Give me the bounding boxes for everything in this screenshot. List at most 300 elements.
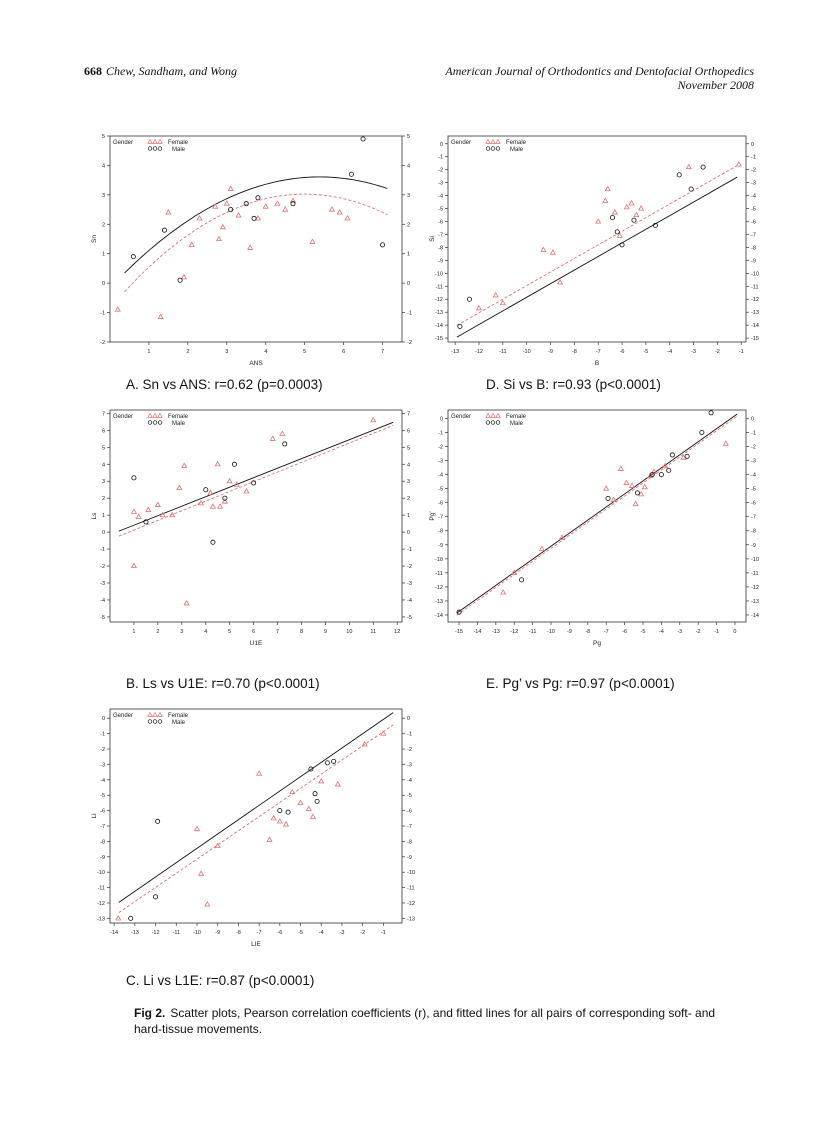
data-point-male [659, 472, 663, 476]
data-point-female [330, 207, 335, 211]
y-tick-label: -4 [438, 193, 443, 200]
data-point-female [477, 306, 482, 310]
data-point-male [458, 324, 462, 328]
data-point-male [677, 173, 681, 177]
legend-male-marker [158, 421, 162, 425]
data-point-male [153, 895, 157, 899]
x-tick-label: -11 [172, 930, 181, 936]
data-point-male [313, 792, 317, 796]
y-tick-label-right: -4 [407, 777, 412, 784]
x-tick-label: 6 [252, 629, 256, 635]
y-tick-label-right: -14 [751, 612, 759, 619]
x-tick-label: -13 [130, 930, 139, 936]
plot-panel-d [430, 128, 760, 370]
x-tick-label: 0 [733, 629, 737, 635]
x-tick-label: 3 [225, 349, 229, 355]
y-tick-label-right: -4 [407, 597, 412, 604]
y-tick-label: -1 [438, 430, 443, 437]
data-point-female [493, 293, 498, 297]
page-number: 668 [84, 64, 102, 78]
data-point-female [310, 239, 315, 243]
y-tick-label-right: -13 [751, 598, 759, 605]
data-point-female [642, 485, 647, 489]
x-tick-label: -7 [256, 930, 262, 936]
x-tick-label: -2 [360, 930, 366, 936]
x-tick-label: 6 [342, 349, 346, 355]
data-point-female [604, 486, 609, 490]
data-point-female [539, 546, 544, 550]
data-point-female [158, 314, 163, 318]
data-point-male [606, 496, 610, 500]
fit-line-female [457, 166, 737, 326]
y-tick-label-right: -3 [407, 762, 412, 769]
legend-female-marker [148, 140, 152, 144]
x-tick-label: -5 [640, 629, 646, 635]
y-tick-label-right: -5 [407, 614, 412, 621]
x-tick-label: 9 [323, 629, 327, 635]
legend-male-label: Male [172, 147, 186, 153]
data-point-female [284, 822, 289, 826]
y-tick-label-right: -13 [407, 916, 415, 923]
x-tick-label: -11 [499, 349, 507, 355]
fit-line-male [457, 414, 737, 613]
data-point-male [131, 255, 135, 259]
data-point-female [319, 779, 324, 783]
x-tick-label: -6 [619, 349, 625, 355]
legend-male-marker [491, 421, 495, 425]
data-point-female [227, 479, 232, 483]
y-tick-label-right: -7 [407, 824, 412, 831]
issue-date: November 2008 [677, 78, 754, 92]
y-tick-label-right: -13 [751, 310, 759, 317]
data-point-male [709, 411, 713, 415]
y-tick-label: -3 [438, 458, 443, 465]
legend-male-marker [153, 421, 157, 425]
figure-caption [134, 1005, 734, 1037]
data-point-female [155, 502, 160, 506]
data-point-female [280, 431, 285, 435]
data-point-female [205, 902, 210, 906]
data-point-female [611, 497, 616, 501]
data-point-male [467, 297, 471, 301]
x-tick-label: -8 [585, 629, 591, 635]
y-tick-label: -10 [435, 271, 443, 278]
data-point-female [335, 782, 340, 786]
legend-female-label: Female [168, 140, 189, 146]
y-tick-label-right: -2 [407, 340, 412, 346]
y-tick-label: -6 [438, 219, 443, 226]
legend-female-marker [491, 140, 495, 144]
y-tick-label: -13 [97, 916, 105, 923]
x-axis-label: Pg [593, 640, 601, 647]
y-axis-label: Pg' [429, 511, 436, 521]
y-tick-label-right: -6 [407, 808, 412, 815]
y-tick-label-right: -8 [751, 528, 756, 535]
y-tick-label: 2 [101, 222, 105, 229]
x-tick-label: -12 [151, 930, 160, 936]
y-tick-label-right: -10 [407, 870, 415, 877]
y-tick-label-right: 4 [407, 163, 411, 170]
y-tick-label: -9 [438, 258, 443, 265]
y-tick-label: -14 [435, 323, 443, 330]
legend-female-label: Female [168, 713, 189, 719]
y-axis-label: Si [429, 236, 436, 242]
plot-panel-b [92, 402, 416, 650]
legend-male-marker [148, 720, 152, 724]
data-point-female [634, 212, 639, 216]
y-tick-label: -7 [100, 824, 105, 831]
y-tick-label: -4 [100, 777, 105, 784]
x-tick-label: 4 [264, 349, 268, 355]
data-point-female [213, 204, 218, 208]
y-tick-label-right: -12 [751, 297, 759, 304]
y-tick-label: 4 [101, 462, 105, 469]
legend-male-marker [148, 147, 152, 151]
y-axis-label: Sn [91, 235, 98, 243]
x-tick-label: -8 [571, 349, 577, 355]
y-tick-label-right: 2 [407, 222, 411, 229]
legend-male-marker [486, 421, 490, 425]
fit-line-female [119, 725, 393, 913]
y-tick-label-right: 2 [407, 496, 411, 503]
y-tick-label: -1 [100, 547, 105, 554]
x-tick-label: 1 [132, 629, 136, 635]
data-point-female [629, 201, 634, 205]
y-tick-label: -1 [100, 731, 105, 738]
y-tick-label: -12 [435, 584, 443, 591]
data-point-female [605, 187, 610, 191]
y-tick-label: -2 [100, 564, 105, 571]
x-tick-label: -14 [473, 629, 482, 635]
legend-female-marker [158, 140, 162, 144]
data-point-female [182, 275, 187, 279]
data-point-male [635, 491, 639, 495]
legend-female-marker [153, 713, 157, 717]
data-point-female [596, 219, 601, 223]
legend-female-marker [153, 414, 157, 418]
data-point-female [218, 504, 223, 508]
x-tick-label: -2 [714, 349, 720, 355]
x-tick-label: -7 [595, 349, 601, 355]
y-tick-label: 1 [101, 513, 105, 520]
data-point-female [146, 507, 151, 511]
data-point-female [184, 601, 189, 605]
y-tick-label: -9 [100, 854, 105, 861]
legend-male-marker [148, 421, 152, 425]
fit-line-female [119, 425, 393, 536]
data-point-female [132, 509, 137, 513]
caption-a: A. Sn vs ANS: r=0.62 (p=0.0003) [126, 377, 323, 392]
y-tick-label-right: 0 [751, 416, 755, 423]
y-tick-label-right: -2 [751, 444, 756, 451]
x-tick-label: -13 [491, 629, 500, 635]
y-tick-label-right: -4 [751, 193, 756, 200]
y-tick-label: -8 [438, 528, 443, 535]
y-tick-label: -10 [435, 556, 443, 563]
y-tick-label: 0 [439, 416, 443, 423]
y-tick-label-right: -10 [751, 271, 759, 278]
data-point-female [195, 826, 200, 830]
y-tick-label-right: 6 [407, 428, 411, 435]
data-point-male [615, 230, 619, 234]
legend-title: Gender [451, 414, 472, 420]
data-point-male [610, 216, 614, 220]
y-tick-label: -3 [100, 762, 105, 769]
legend-male-marker [158, 720, 162, 724]
y-tick-label-right: -11 [407, 885, 415, 892]
legend-male-marker [496, 421, 500, 425]
data-point-female [624, 480, 629, 484]
y-tick-label: -5 [100, 793, 105, 800]
x-tick-label: 7 [276, 629, 280, 635]
data-point-male [670, 453, 674, 457]
x-tick-label: -6 [622, 629, 628, 635]
legend-male-marker [153, 147, 157, 151]
y-tick-label: -2 [438, 167, 443, 174]
data-point-female [558, 280, 563, 284]
data-point-female [723, 441, 728, 445]
running-header-right [445, 64, 754, 92]
plot-frame [110, 709, 402, 923]
x-tick-label: 8 [299, 629, 304, 635]
data-point-female [612, 210, 617, 214]
plot-e-svg [430, 402, 760, 650]
x-tick-label: -4 [667, 349, 673, 355]
legend-female-marker [158, 713, 162, 717]
data-point-male [252, 216, 256, 220]
x-tick-label: 7 [381, 349, 385, 355]
x-tick-label: -1 [738, 349, 744, 355]
y-tick-label: 7 [101, 411, 105, 418]
y-tick-label-right: 1 [407, 513, 411, 520]
y-tick-label-right: -6 [751, 500, 756, 507]
legend-male-label: Male [510, 421, 524, 427]
legend-female-label: Female [506, 140, 527, 146]
y-tick-label: 1 [101, 251, 105, 258]
y-tick-label: -8 [438, 245, 443, 252]
x-tick-label: -9 [566, 629, 572, 635]
x-tick-label: -14 [110, 930, 119, 936]
data-point-male [701, 165, 705, 169]
plot-panel-e [430, 402, 760, 650]
legend-female-marker [496, 414, 500, 418]
y-tick-label-right: -11 [751, 284, 759, 291]
legend-female-marker [496, 140, 500, 144]
data-point-male [283, 442, 287, 446]
y-tick-label-right: -1 [407, 310, 412, 317]
y-tick-label-right: -1 [407, 731, 412, 738]
y-tick-label-right: 7 [407, 411, 411, 418]
x-tick-label: -3 [339, 930, 345, 936]
plot-a-svg [92, 128, 416, 370]
y-tick-label: 0 [101, 716, 105, 723]
y-tick-label-right: 5 [407, 134, 411, 140]
legend-male-label: Male [172, 421, 186, 427]
x-axis-label: ANS [249, 360, 263, 367]
data-point-male [667, 468, 671, 472]
data-point-male [256, 196, 260, 200]
y-tick-label: 6 [101, 428, 105, 435]
y-tick-label-right: -5 [751, 206, 756, 213]
x-tick-label: -9 [215, 930, 221, 936]
x-tick-label: -1 [380, 930, 386, 936]
y-tick-label: 0 [439, 141, 443, 148]
data-point-female [619, 466, 624, 470]
y-tick-label: -1 [100, 310, 105, 317]
data-point-female [290, 790, 295, 794]
y-tick-label: -2 [100, 340, 105, 346]
caption-d: D. Si vs B: r=0.93 (p<0.0001) [486, 377, 661, 392]
y-tick-label: -9 [438, 542, 443, 549]
y-tick-label-right: 5 [407, 445, 411, 452]
data-point-male [689, 187, 693, 191]
y-tick-label-right: -3 [407, 580, 412, 587]
data-point-female [215, 462, 220, 466]
x-tick-label: 12 [394, 629, 401, 635]
y-tick-label: -14 [435, 612, 443, 619]
y-tick-label-right: -1 [751, 430, 756, 437]
y-tick-label: -5 [438, 486, 443, 493]
y-tick-label: 5 [101, 134, 105, 140]
data-point-female [630, 483, 635, 487]
data-point-male [519, 578, 523, 582]
x-tick-label: -13 [451, 349, 460, 355]
data-point-female [633, 501, 638, 505]
data-point-female [337, 210, 342, 214]
y-tick-label-right: -12 [407, 900, 415, 907]
x-tick-label: 3 [180, 629, 184, 635]
x-tick-label: -11 [528, 629, 537, 635]
y-tick-label-right: 3 [407, 192, 411, 199]
data-point-male [632, 218, 636, 222]
data-point-female [541, 247, 546, 251]
y-tick-label-right: 0 [751, 141, 755, 148]
data-point-female [217, 236, 222, 240]
x-axis-label: B [594, 360, 600, 367]
y-tick-label: -8 [100, 839, 105, 846]
y-tick-label-right: 1 [407, 251, 411, 258]
y-tick-label: -2 [100, 747, 105, 754]
data-point-female [298, 800, 303, 804]
data-point-female [199, 871, 204, 875]
y-tick-label: -5 [438, 206, 443, 213]
figure-label: Fig 2. [134, 1006, 166, 1020]
x-tick-label: -6 [277, 930, 283, 936]
y-tick-label: -3 [100, 580, 105, 587]
y-tick-label-right: -9 [407, 854, 412, 861]
x-axis-label: U1E [249, 640, 263, 647]
y-tick-label: -12 [97, 900, 105, 907]
y-tick-label-right: -1 [751, 154, 756, 161]
y-tick-label: -11 [435, 284, 443, 291]
data-point-male [156, 819, 160, 823]
data-point-female [501, 590, 506, 594]
y-tick-label-right: -5 [407, 793, 412, 800]
data-point-female [116, 916, 121, 920]
y-tick-label-right: -8 [751, 245, 756, 252]
x-tick-label: -12 [510, 629, 519, 635]
data-point-male [129, 916, 133, 920]
x-tick-label: -3 [677, 629, 683, 635]
data-point-male [132, 476, 136, 480]
y-tick-label-right: -2 [407, 747, 412, 754]
y-tick-label: 3 [101, 192, 105, 199]
y-axis-label: Ls [91, 512, 98, 520]
authors: Chew, Sandham, and Wong [106, 64, 238, 78]
y-tick-label: 5 [101, 445, 105, 452]
data-point-female [603, 198, 608, 202]
legend-female-marker [153, 140, 157, 144]
y-tick-label: -11 [435, 570, 443, 577]
y-tick-label-right: -9 [751, 542, 756, 549]
legend-male-marker [496, 147, 500, 151]
y-tick-label-right: 0 [407, 281, 411, 288]
y-tick-label: 0 [101, 530, 105, 537]
data-point-female [345, 216, 350, 220]
data-point-female [639, 206, 644, 210]
data-point-female [166, 210, 171, 214]
fit-line-female [457, 416, 737, 615]
x-tick-label: -15 [455, 629, 464, 635]
plot-d-svg [430, 128, 760, 370]
y-tick-label: -3 [438, 180, 443, 187]
x-tick-label: 1 [147, 349, 151, 355]
data-point-male [349, 172, 353, 176]
data-point-female [248, 245, 253, 249]
data-point-male [361, 137, 365, 141]
data-point-male [685, 454, 689, 458]
data-point-female [224, 201, 229, 205]
legend-title: Gender [113, 713, 134, 719]
y-tick-label-right: 3 [407, 479, 411, 486]
y-tick-label: -2 [438, 444, 443, 451]
y-tick-label: -12 [435, 297, 443, 304]
data-point-female [244, 489, 249, 493]
y-tick-label-right: -10 [751, 556, 759, 563]
y-tick-label: -5 [100, 614, 105, 621]
y-tick-label: -10 [97, 870, 105, 877]
data-point-male [380, 243, 384, 247]
plot-frame [110, 410, 402, 622]
data-point-female [371, 418, 376, 422]
x-axis-label: LIE [251, 941, 261, 948]
y-tick-label: -4 [438, 472, 443, 479]
data-point-female [208, 491, 213, 495]
y-tick-label-right: -7 [751, 232, 756, 239]
x-tick-label: -7 [603, 629, 609, 635]
data-point-female [275, 201, 280, 205]
x-tick-label: -4 [318, 930, 324, 936]
x-tick-label: 2 [156, 629, 160, 635]
data-point-female [270, 436, 275, 440]
data-point-female [177, 485, 182, 489]
x-tick-label: 5 [303, 349, 307, 355]
x-tick-label: -1 [714, 629, 720, 635]
y-tick-label-right: -3 [751, 180, 756, 187]
legend-male-marker [486, 147, 490, 151]
data-point-female [136, 514, 141, 518]
legend-male-label: Male [172, 720, 186, 726]
y-tick-label: -4 [100, 597, 105, 604]
y-tick-label-right: -11 [751, 570, 759, 577]
y-tick-label-right: -2 [751, 167, 756, 174]
legend-female-label: Female [506, 414, 527, 420]
y-tick-label: -6 [438, 500, 443, 507]
y-tick-label-right: 0 [407, 716, 411, 723]
x-tick-label: -4 [658, 629, 664, 635]
journal-name: American Journal of Orthodontics and Dentofacial Orthopedics [445, 64, 754, 78]
y-tick-label: -13 [435, 598, 443, 605]
